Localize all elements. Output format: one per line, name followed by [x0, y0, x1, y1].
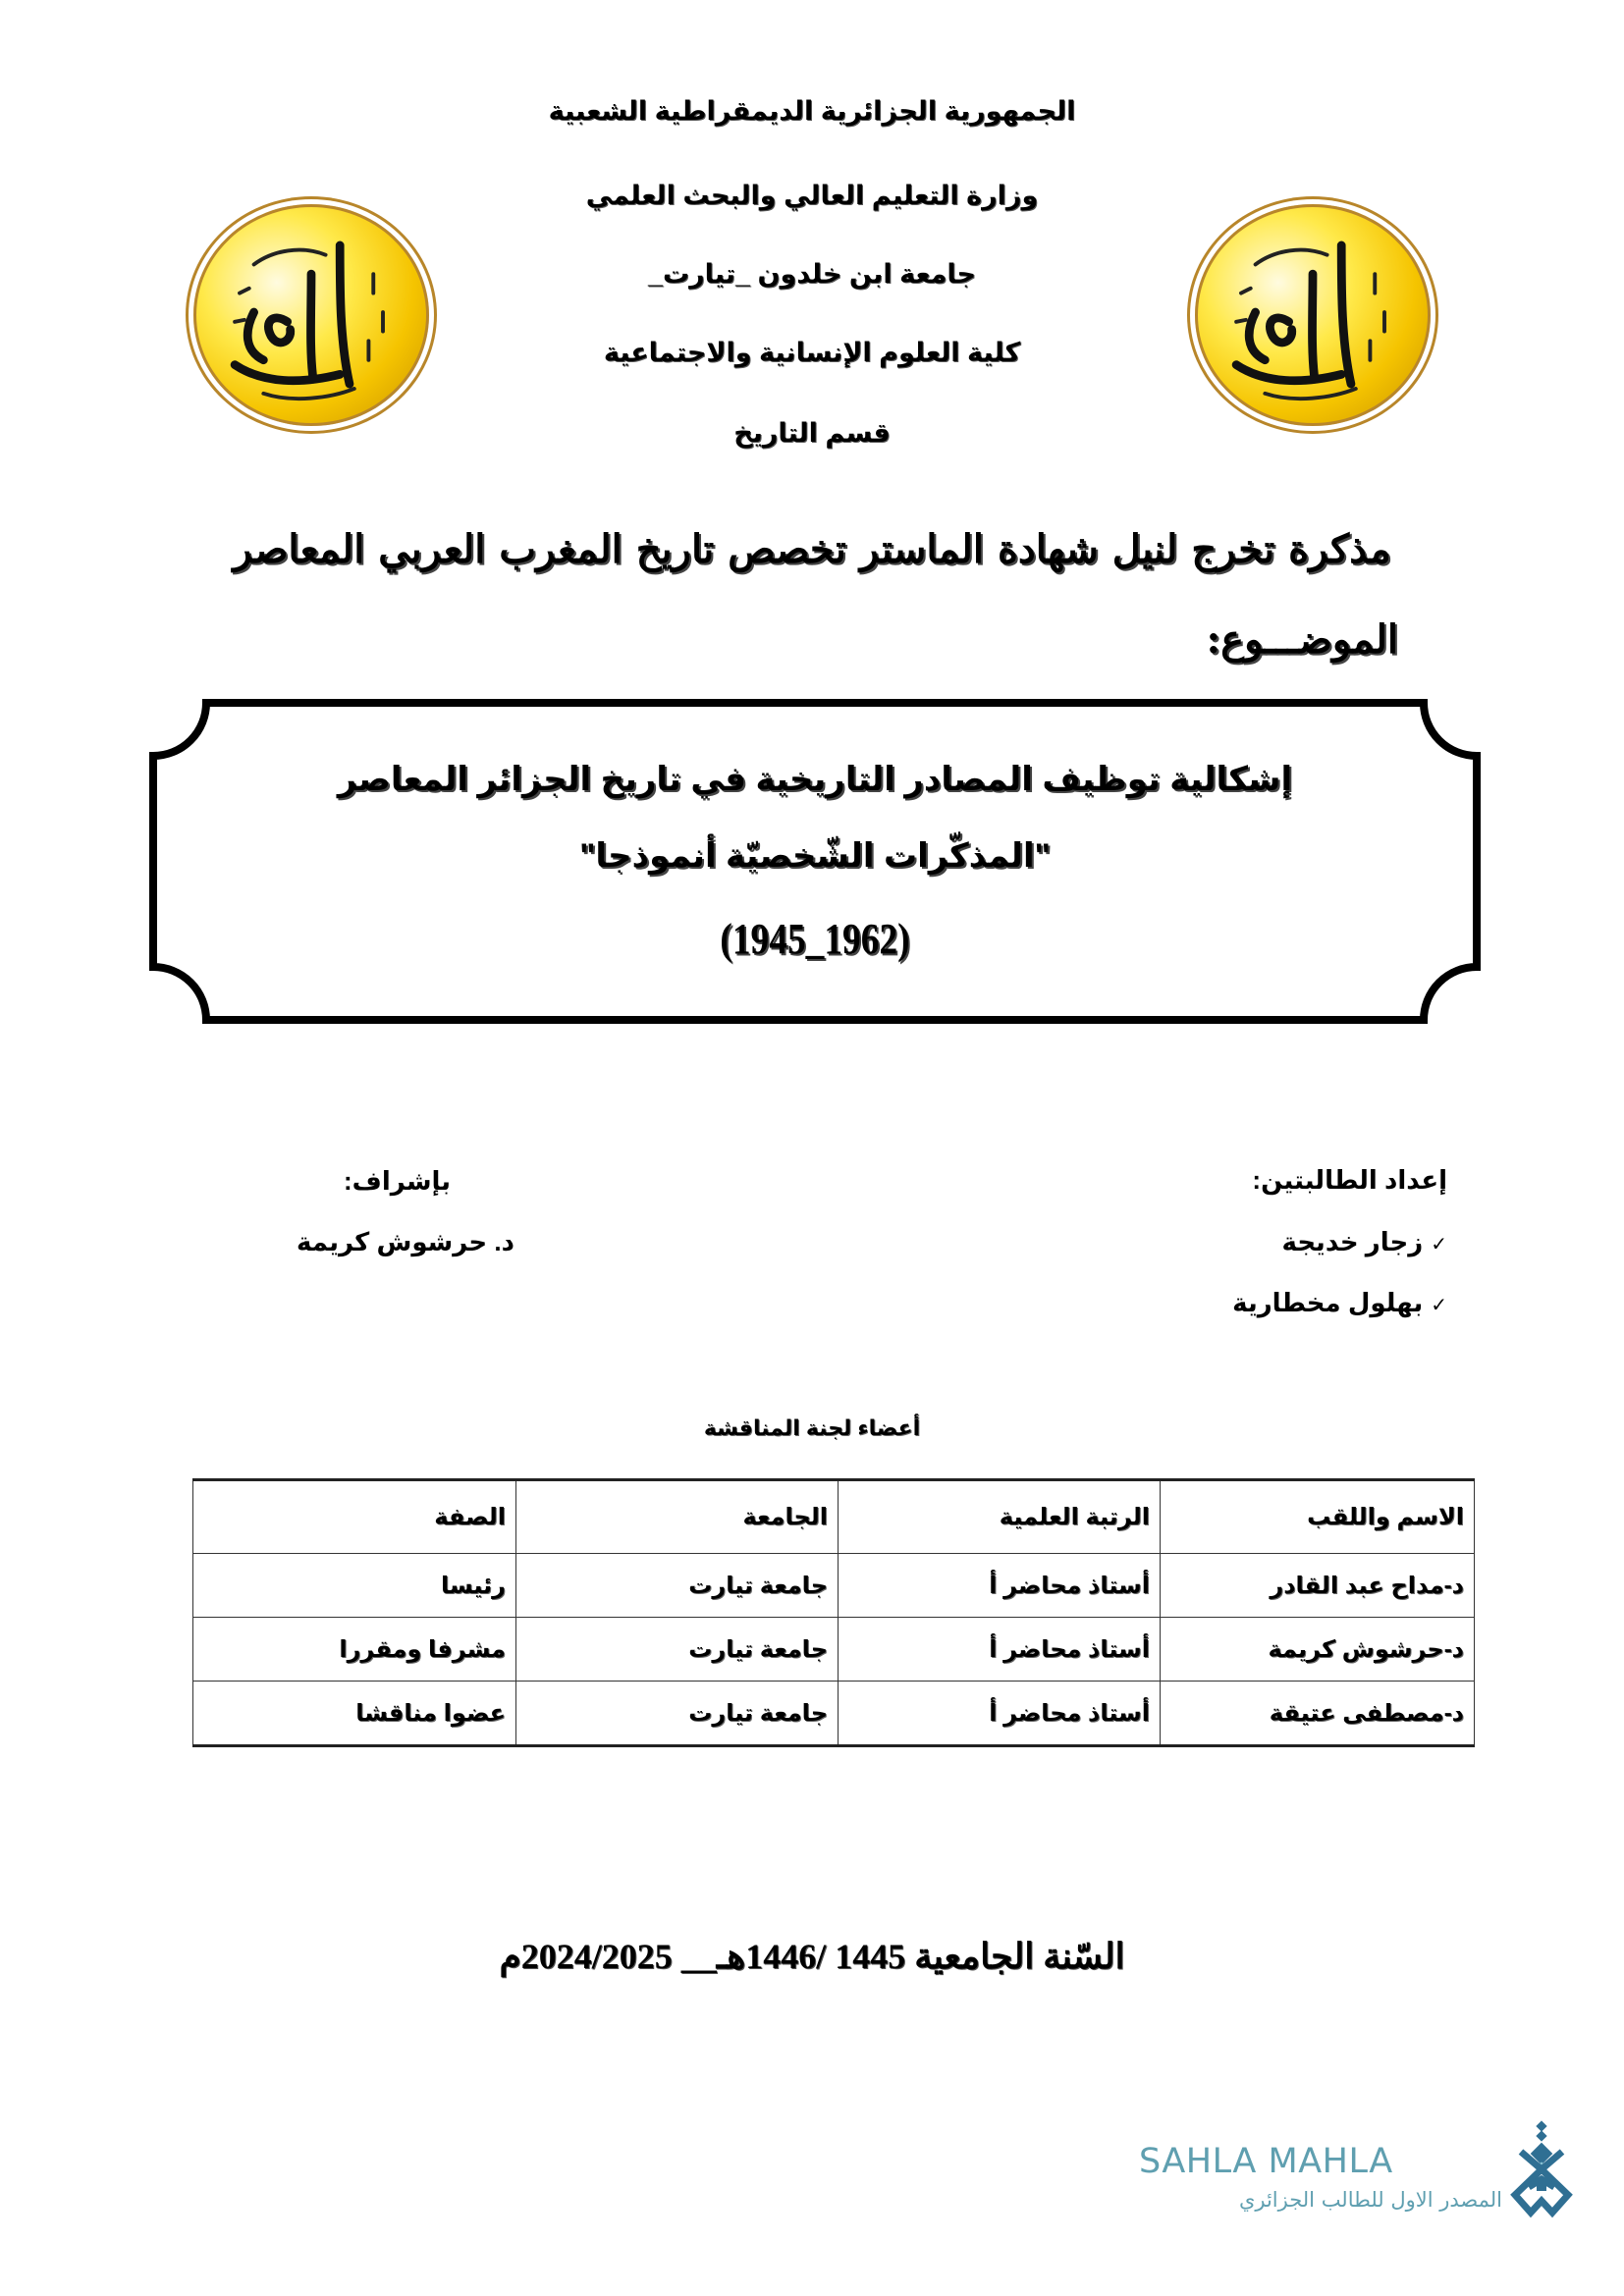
watermark-brand: SAHLA MAHLA [1139, 2142, 1393, 2181]
subject-label: الموضـــوع: [1206, 616, 1398, 663]
member-role: مشرفا ومقررا [193, 1618, 516, 1682]
column-header-name: الاسم واللقب [1161, 1480, 1475, 1554]
watermark-tagline: المصدر الاول للطالب الجزائري [1238, 2188, 1502, 2212]
university-emblem-icon [196, 207, 426, 423]
sahla-mahla-emblem-icon [1507, 2118, 1576, 2226]
student-item [1282, 1225, 1447, 1261]
member-university: جامعة تيارت [516, 1554, 839, 1618]
column-header-role: الصفة [193, 1480, 516, 1554]
table-row [193, 1682, 1475, 1746]
university-emblem-icon [1198, 207, 1428, 423]
member-name: د-مداح عبد القادر [1161, 1554, 1475, 1618]
faculty-name: كلية العلوم الإنسانية والاجتماعية [603, 338, 1021, 367]
table-row [193, 1618, 1475, 1682]
supervisor-label: بإشراف: [344, 1166, 452, 1196]
member-role: عضوا مناقشا [193, 1682, 516, 1746]
committee-table [192, 1478, 1475, 1747]
student-item [1232, 1286, 1447, 1322]
member-university: جامعة تيارت [516, 1618, 839, 1682]
department-name: قسم التاريخ [733, 418, 891, 448]
column-header-university: الجامعة [516, 1480, 839, 1554]
subject-title: إشكالية توظيف المصادر التاريخية في تاريخ الجزائر المعاصر [337, 761, 1293, 798]
academic-year: السّنة الجامعية 1445 /1446هـ__ 2024/2025م [499, 1937, 1125, 1976]
committee-title: أعضاء لجنة المناقشة [703, 1415, 921, 1440]
university-name: جامعة ابن خلدون _تيارت_ [647, 259, 977, 289]
subject-box [147, 697, 1483, 1026]
university-logo-left [193, 204, 429, 426]
ministry-name: وزارة التعليم العالي والبحث العلمي [585, 181, 1039, 210]
check-icon: ✓ [1431, 1295, 1447, 1316]
table-header-row [193, 1480, 1475, 1554]
member-name: د-حرشوش كريمة [1161, 1618, 1475, 1682]
subject-period: (1962_1945) [720, 915, 910, 963]
member-rank: أستاذ محاضر أ [839, 1554, 1161, 1618]
students-label: إعداد الطالبتين: [1252, 1165, 1447, 1195]
student-name: زجار خديجة [1281, 1227, 1424, 1256]
table-row [193, 1554, 1475, 1618]
student-name: بهلول مخطارية [1232, 1288, 1424, 1317]
member-rank: أستاذ محاضر أ [839, 1618, 1161, 1682]
member-rank: أستاذ محاضر أ [839, 1682, 1161, 1746]
subject-subtitle: "المذكّرات الشّخصيّة أنموذجا" [579, 837, 1051, 875]
member-role: رئيسا [193, 1554, 516, 1618]
column-header-rank: الرتبة العلمية [839, 1480, 1161, 1554]
republic-name: الجمهورية الجزائرية الديمقراطية الشعبية [548, 96, 1076, 126]
check-icon: ✓ [1431, 1234, 1447, 1255]
supervisor-name: د. حرشوش كريمة [297, 1227, 514, 1256]
university-logo-right [1195, 204, 1431, 426]
member-university: جامعة تيارت [516, 1682, 839, 1746]
degree-title: مذكرة تخرج لنيل شهادة الماستر تخصص تاريخ المغرب العربي المعاصر [233, 526, 1391, 572]
member-name: د-مصطفى عتيقة [1161, 1682, 1475, 1746]
